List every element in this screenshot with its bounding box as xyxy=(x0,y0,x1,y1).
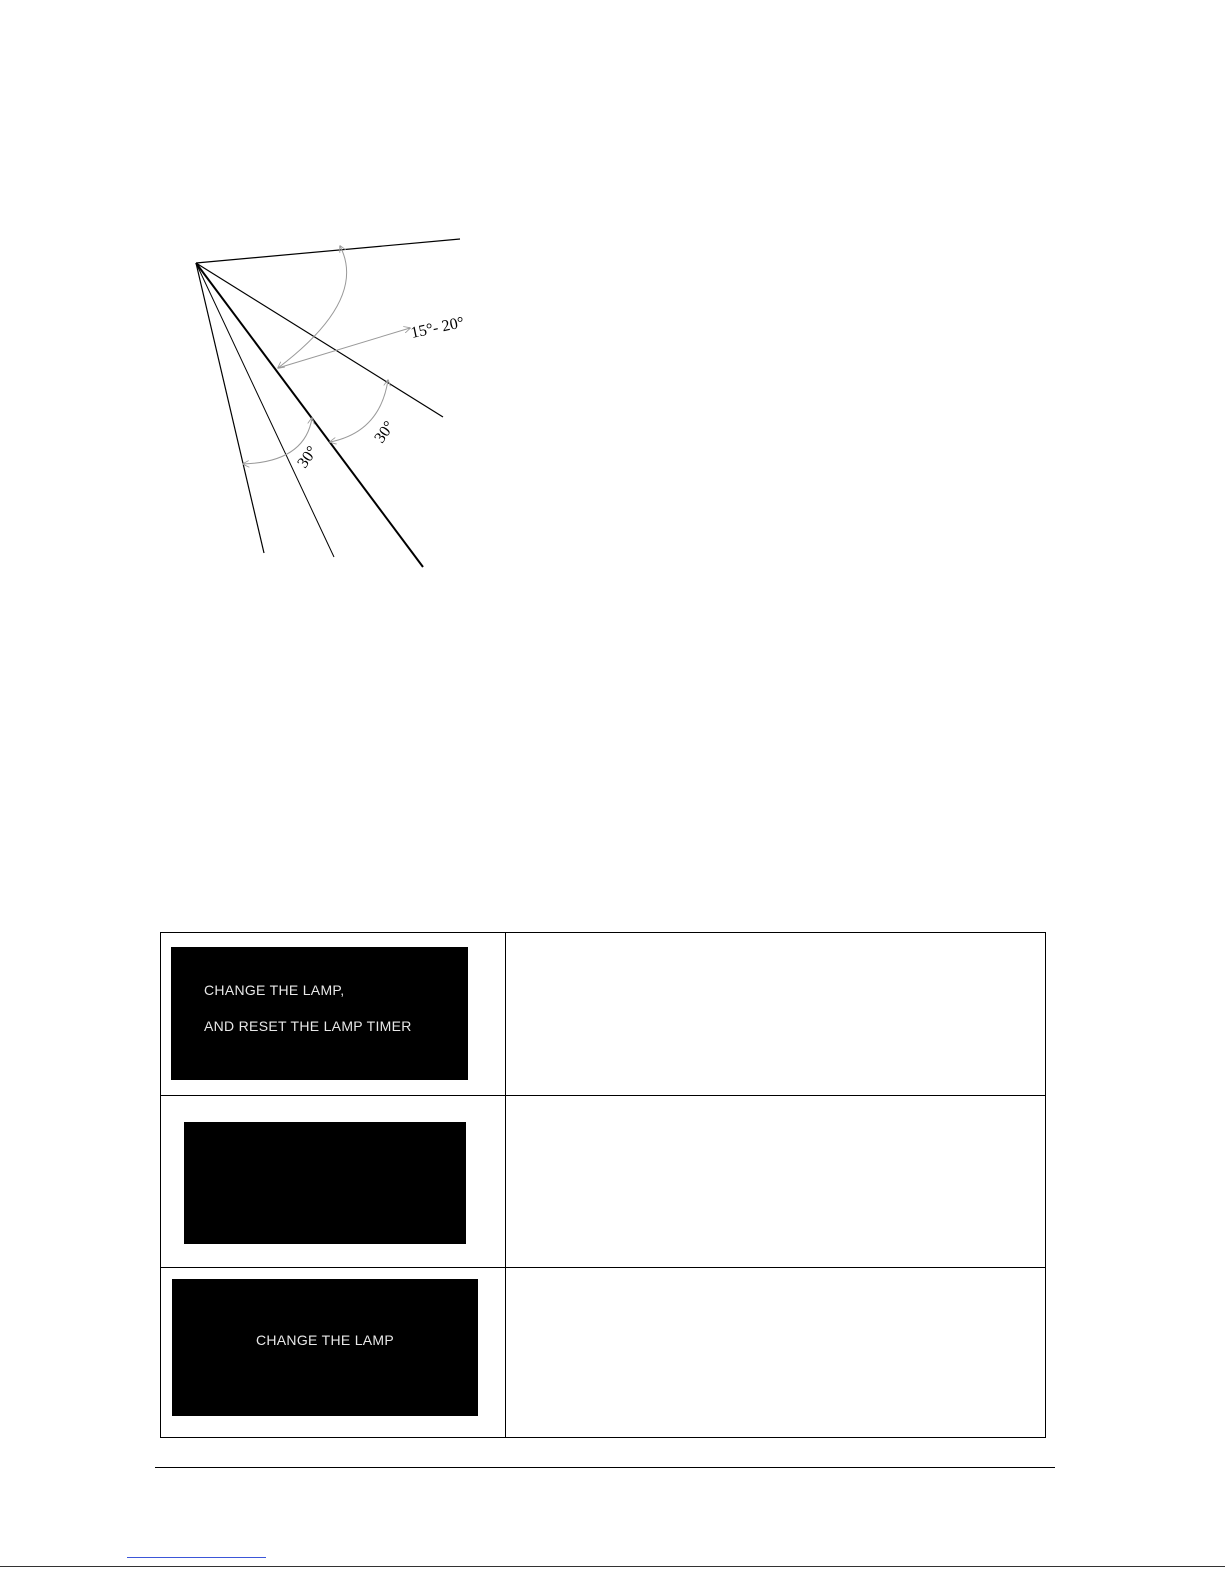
osd-screen-change-and-reset xyxy=(171,947,468,1080)
diagram-lines xyxy=(196,239,460,567)
lamp-message-table xyxy=(160,932,1046,1438)
label-30-degrees-right: 30° xyxy=(371,418,399,447)
footer-link-underline[interactable] xyxy=(127,1557,266,1558)
footer-rule xyxy=(155,1467,1055,1468)
table-row xyxy=(161,933,1046,1096)
label-15-20-degrees: 15°- 20° xyxy=(409,314,466,342)
screen-text-line: CHANGE THE LAMP, xyxy=(204,982,345,998)
upper-diagonal-line xyxy=(196,263,443,417)
osd-screen-change-lamp xyxy=(172,1279,478,1416)
middle-line xyxy=(196,263,334,557)
screen-cell xyxy=(161,933,506,1096)
table-row xyxy=(161,1096,1046,1268)
screen-cell xyxy=(161,1268,506,1438)
projection-angle-diagram xyxy=(0,0,520,600)
table-row xyxy=(161,1268,1046,1438)
lower-line xyxy=(196,263,264,553)
screen-text-line: AND RESET THE LAMP TIMER xyxy=(204,1018,412,1034)
top-angle-leader xyxy=(278,328,410,368)
osd-screen-blank xyxy=(184,1122,466,1244)
screen-cell xyxy=(161,1096,506,1268)
label-30-degrees-left: 30° xyxy=(294,443,322,472)
screen-text-line: CHANGE THE LAMP xyxy=(255,1332,395,1348)
top-angle-arc xyxy=(278,246,347,368)
description-cell xyxy=(506,1268,1046,1438)
page-bottom-edge xyxy=(0,1566,1225,1567)
description-cell xyxy=(506,1096,1046,1268)
top-line xyxy=(196,239,460,263)
center-axis-line xyxy=(196,263,423,567)
description-cell xyxy=(506,933,1046,1096)
